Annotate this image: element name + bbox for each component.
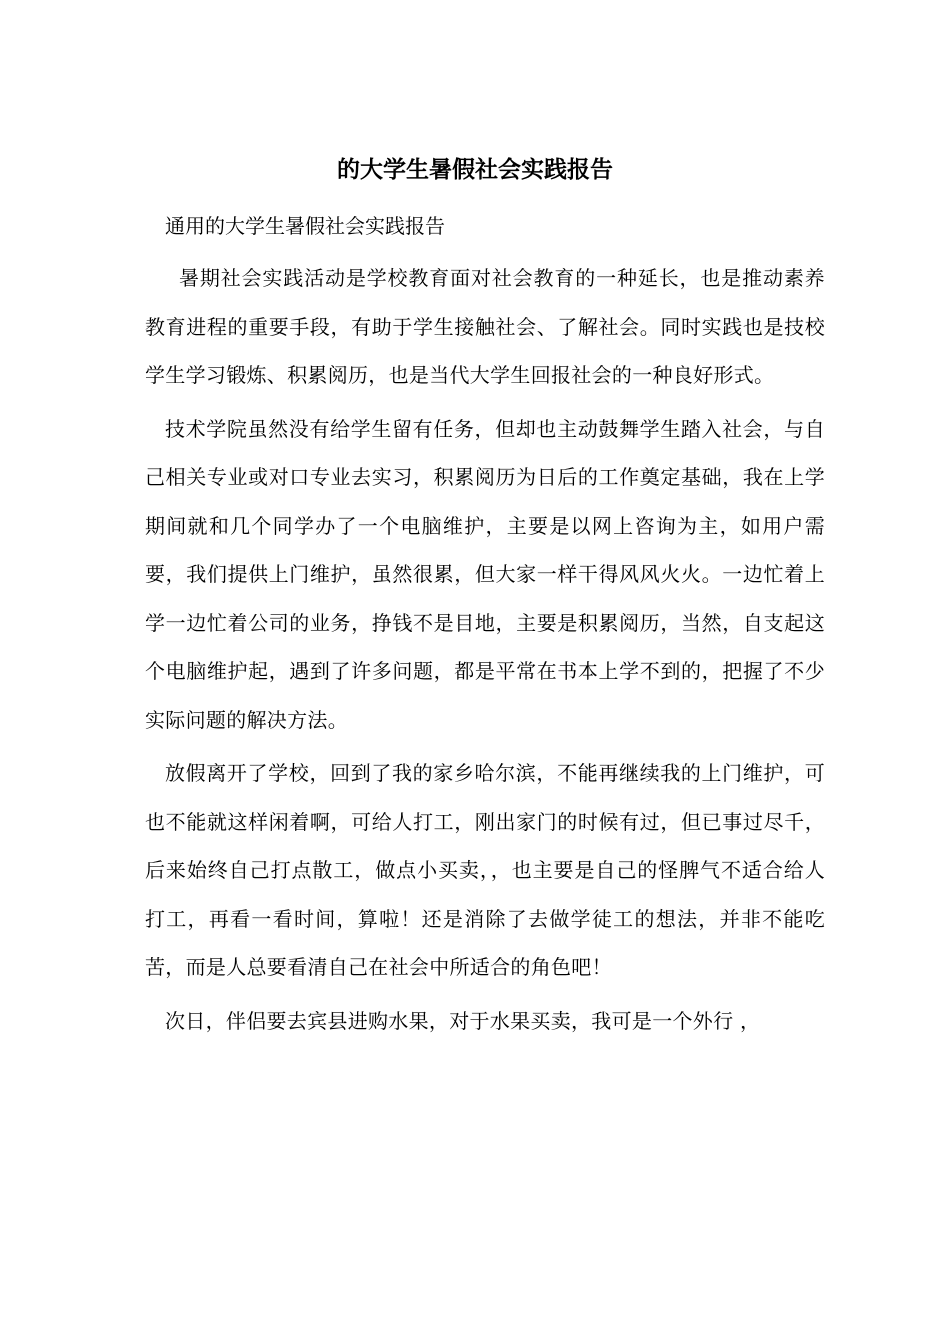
paragraph: 次日，伴侣要去宾县进购水果，对于水果买卖，我可是一个外行 ， xyxy=(165,1008,761,1033)
document-subtitle: 通用的大学生暑假社会实践报告 xyxy=(165,214,445,238)
paragraph: 放假离开了学校，回到了我的家乡哈尔滨，不能再继续我的上门维护，可也不能就这样闲着啊，可给人打工，刚出家门的时候有过，但已事过尽千，后来始终自己打点散工，做点小买卖，，也主要是自己的怪脾气不适合给人打工，再看一看时间，算啦！还是消除了去做学徒工的想法，并非不能吃苦，而是人总要看清自己在社会中所适合的角色吧！ xyxy=(145,761,825,979)
document-body xyxy=(145,254,825,1050)
paragraph: 技术学院虽然没有给学生留有任务，但却也主动鼓舞学生踏入社会，与自己相关专业或对口专业去实习，积累阅历为日后的工作奠定基础，我在上学期间就和几个同学办了一个电脑维护，主要是以网上咨询为主，如用户需要，我们提供上门维护，虽然很累，但大家一样干得风风火火。一边忙着上学一边忙着公司的业务，挣钱不是目地，主要是积累阅历，当然，自支起这个电脑维护起，遇到了许多问题，都是平常在书本上学不到的，把握了不少实际问题的解决方法。 xyxy=(145,416,825,732)
document-title: 的大学生暑假社会实践报告 xyxy=(337,156,613,183)
paragraph: 暑期社会实践活动是学校教育面对社会教育的一种延长，也是推动素养教育进程的重要手段，有助于学生接触社会、了解社会。同时实践也是技校学生学习锻炼、积累阅历，也是当代大学生回报社会的一种良好形式。 xyxy=(145,266,825,387)
